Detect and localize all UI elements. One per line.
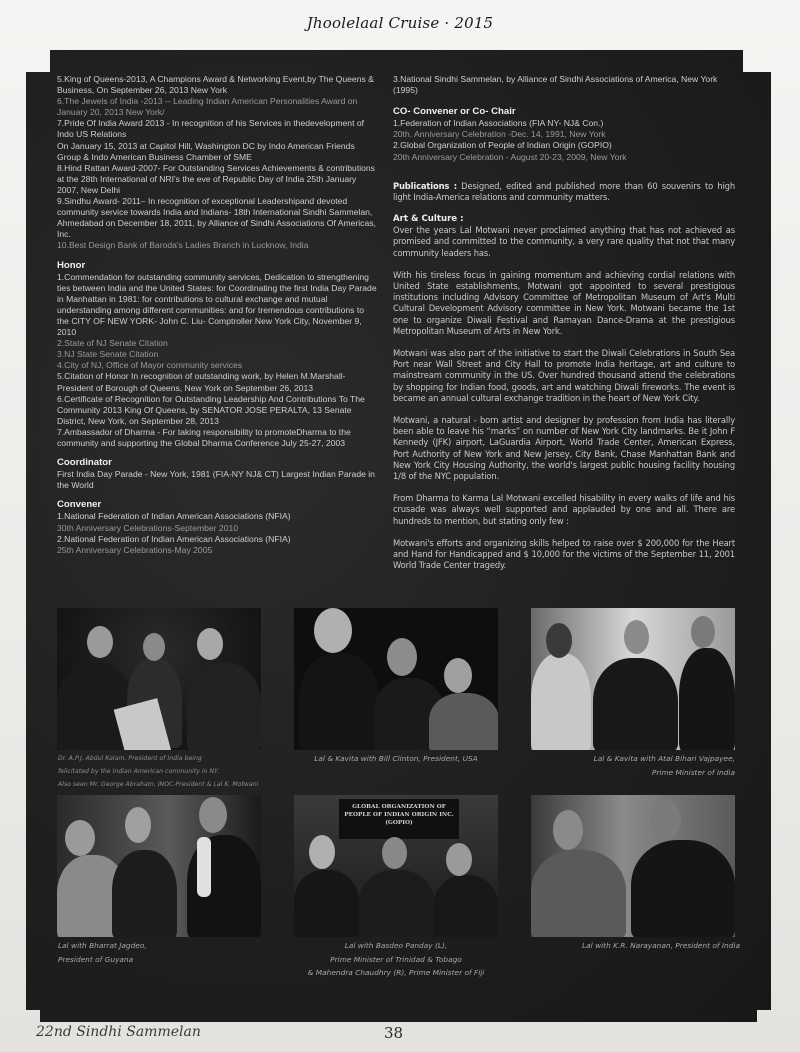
photo-caption-vajpayee: Lal & Kavita with Atal Bihari Vajpayee, Prime Minister of India (593, 754, 735, 777)
co-convener-item-title: 2.Global Organization of People of Indian Origin (GOPIO) (393, 140, 612, 151)
page-number: 38 (384, 1024, 404, 1042)
art-culture-paragraph: Motwani was also part of the initiative to start the Diwali Celebrations in South Sea Port near Wall Street and City Hall to promote India heritage, art and culture to mainstream community in the US. Over hundred thousand attend the celebrations by shopping for Indian food, goods, art and watching Diwali fireworks. The event is became an annual cultural exchange tradition in the heart of New York City. (393, 347, 735, 403)
publications-text: Designed, edited and published more than 60 souvenirs to high light India-America relations and community matters. (393, 180, 735, 202)
art-culture-paragraph: From Dharma to Karma Lal Motwani excelled hisability in every walks of life and his crusade was always well supported and applauded by one and all. There are hundreds to mention, but stating only few : (393, 493, 735, 526)
photo-kalam (57, 608, 261, 750)
art-culture-paragraph: Motwani, a natural - born artist and designer by profession from India has literally been able to leave his “marks” on number of New York City landmarks. Be it John F Kennedy (JFK) airport, LaGuardia Airport, World Trade Center, American Express, Port Authority of New York and New Jersey, City Bank, Chase Manhattan Bank and New York City Housing Authority, the world's largest public housing facility housing 1/8 of the NYC population. (393, 415, 735, 482)
convener-item: 3.National Sindhi Sammelan, by Alliance of Sindhi Associations of America, New York (1995) (393, 74, 718, 96)
convener-item-title: 2.National Federation of Indian American Associations (NFIA) (57, 533, 291, 544)
art-culture-paragraph: Motwani's efforts and organizing skills helped to raise over $ 200,000 for the Heart and Hand for Handicapped and $ 10,000 for the victims of the September 11, 2001 World Trade Center tragedy. (393, 537, 735, 571)
honor-item: 6.Certificate of Recognition for Outstanding Leadership And Contributions To The Community 2013 King Of Queens, by SENATOR JOSE PERALTA, 13 Senate District, New York, on September 28, 2013 (57, 393, 365, 426)
photo-caption-kalam: Dr. A.P.J. Abdul Kalam, President of India being felicitated by the Indian American community in NY. Also seen Mr. George Abraham, INOC-President & Lal K. Motwani (58, 755, 259, 788)
award-item: 8.Hind Rattan Award-2007- For Outstanding Services Achievements & contributions at the 28th International of NRI's the eve of Republic Day of India 25th January 2007, New Delhi (57, 162, 375, 195)
photo-narayanan (531, 795, 735, 937)
honor-item: 3.NJ State Senate Citation (57, 349, 159, 360)
art-culture-paragraph: With his tireless focus in gaining momentum and achieving cordial relations with United State establishments, Motwani got appointed to several prestigious institutions including Advisory Committee of Metropolitan Museum of Art's Multi Cultural Development Advisory committee in New York. Motwani became the 1st one to organize Diwali Festival and Ramayan Dance-Drama at the prestigious Metropolitan Museum of Arts in New York. (393, 269, 735, 336)
coordinator-heading: Coordinator (57, 457, 112, 469)
award-item: 9.Sindhu Award- 2011– In recognition of exceptional Leadershipand devoted community service towards India and Indians- 18th International Sindhi Sammelan, Ahmedabad on December 18, 2011, by Alliance of Sindhi Associations Of Americas, Inc. (57, 196, 376, 240)
left-column (57, 74, 377, 556)
honor-item: 5.Citation of Honor In recognition of outstanding work, by Helen M.Marshall- President of Borough of Queens, New York on September 26, 2013 (57, 371, 346, 393)
convener-item-title: 1.National Federation of Indian American Associations (NFIA) (57, 511, 291, 522)
honor-item: 4.City of NJ, Office of Mayor community services (57, 360, 243, 371)
photo-panday-chaudhry (294, 795, 498, 937)
right-column (393, 74, 735, 571)
convener-heading: Convener (57, 499, 102, 511)
award-item: 7.Pride Of India Award 2013 - In recognition of his Services in thedevelopment of Indo US Relations (57, 118, 365, 140)
photo-caption-clinton: Lal & Kavita with Bill Clinton, President, USA (314, 754, 478, 763)
honor-heading: Honor (57, 259, 86, 271)
honor-item: 2.State of NJ Senate Citation (57, 338, 168, 349)
award-item: 10.Best Design Bank of Baroda's Ladies Branch in Lucknow, India (57, 240, 309, 251)
coordinator-text: First India Day Parade - New York, 1981 (FIA-NY NJ& CT) Largest Indian Parade in the World (57, 469, 375, 491)
award-item: 5.King of Queens-2013, A Champions Award & Networking Event,by The Queens & Business, On September 26, 2013 New York (57, 74, 374, 96)
award-item: On January 15, 2013 at Capitol Hill, Washington DC by Indo American Friends Group & Indo American Business Chamber of SME (57, 140, 355, 162)
honor-item: 7.Ambassador of Dharma - For taking responsibility to promoteDharma to the community and supporting the Global Dharma Conference July 25-27, 2003 (57, 426, 351, 448)
convener-item-detail: 30th Anniversary Celebrations-September 2010 (57, 522, 239, 533)
photo-caption-jagdeo: Lal with Bharrat Jagdeo, President of Guyana (58, 941, 147, 964)
photo-vajpayee (531, 608, 735, 750)
photo-caption-narayanan: Lal with K.R. Narayanan, President of India (582, 941, 740, 950)
art-culture-paragraph: Over the years Lal Motwani never proclaimed anything that has not achieved as promised and committed to the community, a very rare quality that not that many community leaders has. (393, 225, 735, 258)
publications-paragraph (393, 181, 735, 203)
award-item: 6.The Jewels of India -2013 -- Leading Indian American Personalities Award on January 20, 2013 New York/ (57, 96, 358, 118)
co-convener-item-detail: 20th Anniversary Celebration - August 20-23, 2009, New York (393, 151, 627, 162)
photo-caption-panday-chaudhry: Lal with Basdeo Panday (L), Prime Minister of Trinidad & Tobago & Mahendra Chaudhry (R), Prime Minister of Fiji (307, 941, 485, 977)
convener-item-detail: 25th Anniversary Celebrations-May 2005 (57, 544, 213, 555)
honor-list (57, 272, 377, 450)
co-convener-heading: CO- Convener or Co- Chair (393, 106, 516, 118)
gopio-banner: GLOBAL ORGANIZATION OF PEOPLE OF INDIAN ORIGIN INC. (GOPIO) (339, 799, 459, 839)
photo-clinton (294, 608, 498, 750)
running-header: Jhoolelaal Cruise · 2015 (306, 14, 494, 32)
co-convener-item-title: 1.Federation of Indian Associations (FIA NY- NJ& Con.) (393, 118, 604, 129)
publications-label: Publications : (393, 180, 457, 191)
footer-event-name: 22nd Sindhi Sammelan (36, 1024, 201, 1040)
photo-jagdeo (57, 795, 261, 937)
co-convener-item-detail: 20th. Anniversary Celebration -Dec. 14, 1991, New York (393, 129, 606, 140)
art-culture-heading: Art & Culture : (393, 214, 464, 225)
awards-list (57, 74, 377, 252)
honor-item: 1.Commendation for outstanding community services, Dedication to strengthening ties between India and the United States: for Coordinating the first India Day Parade in Manhattan in 1981: for contributions to cultural exchange and mutual understanding among different communities: and for tremendous contributions to the CITY OF NEW YORK- John C. Liu- Comptroller New York City, November 9, 2010 (57, 271, 377, 338)
